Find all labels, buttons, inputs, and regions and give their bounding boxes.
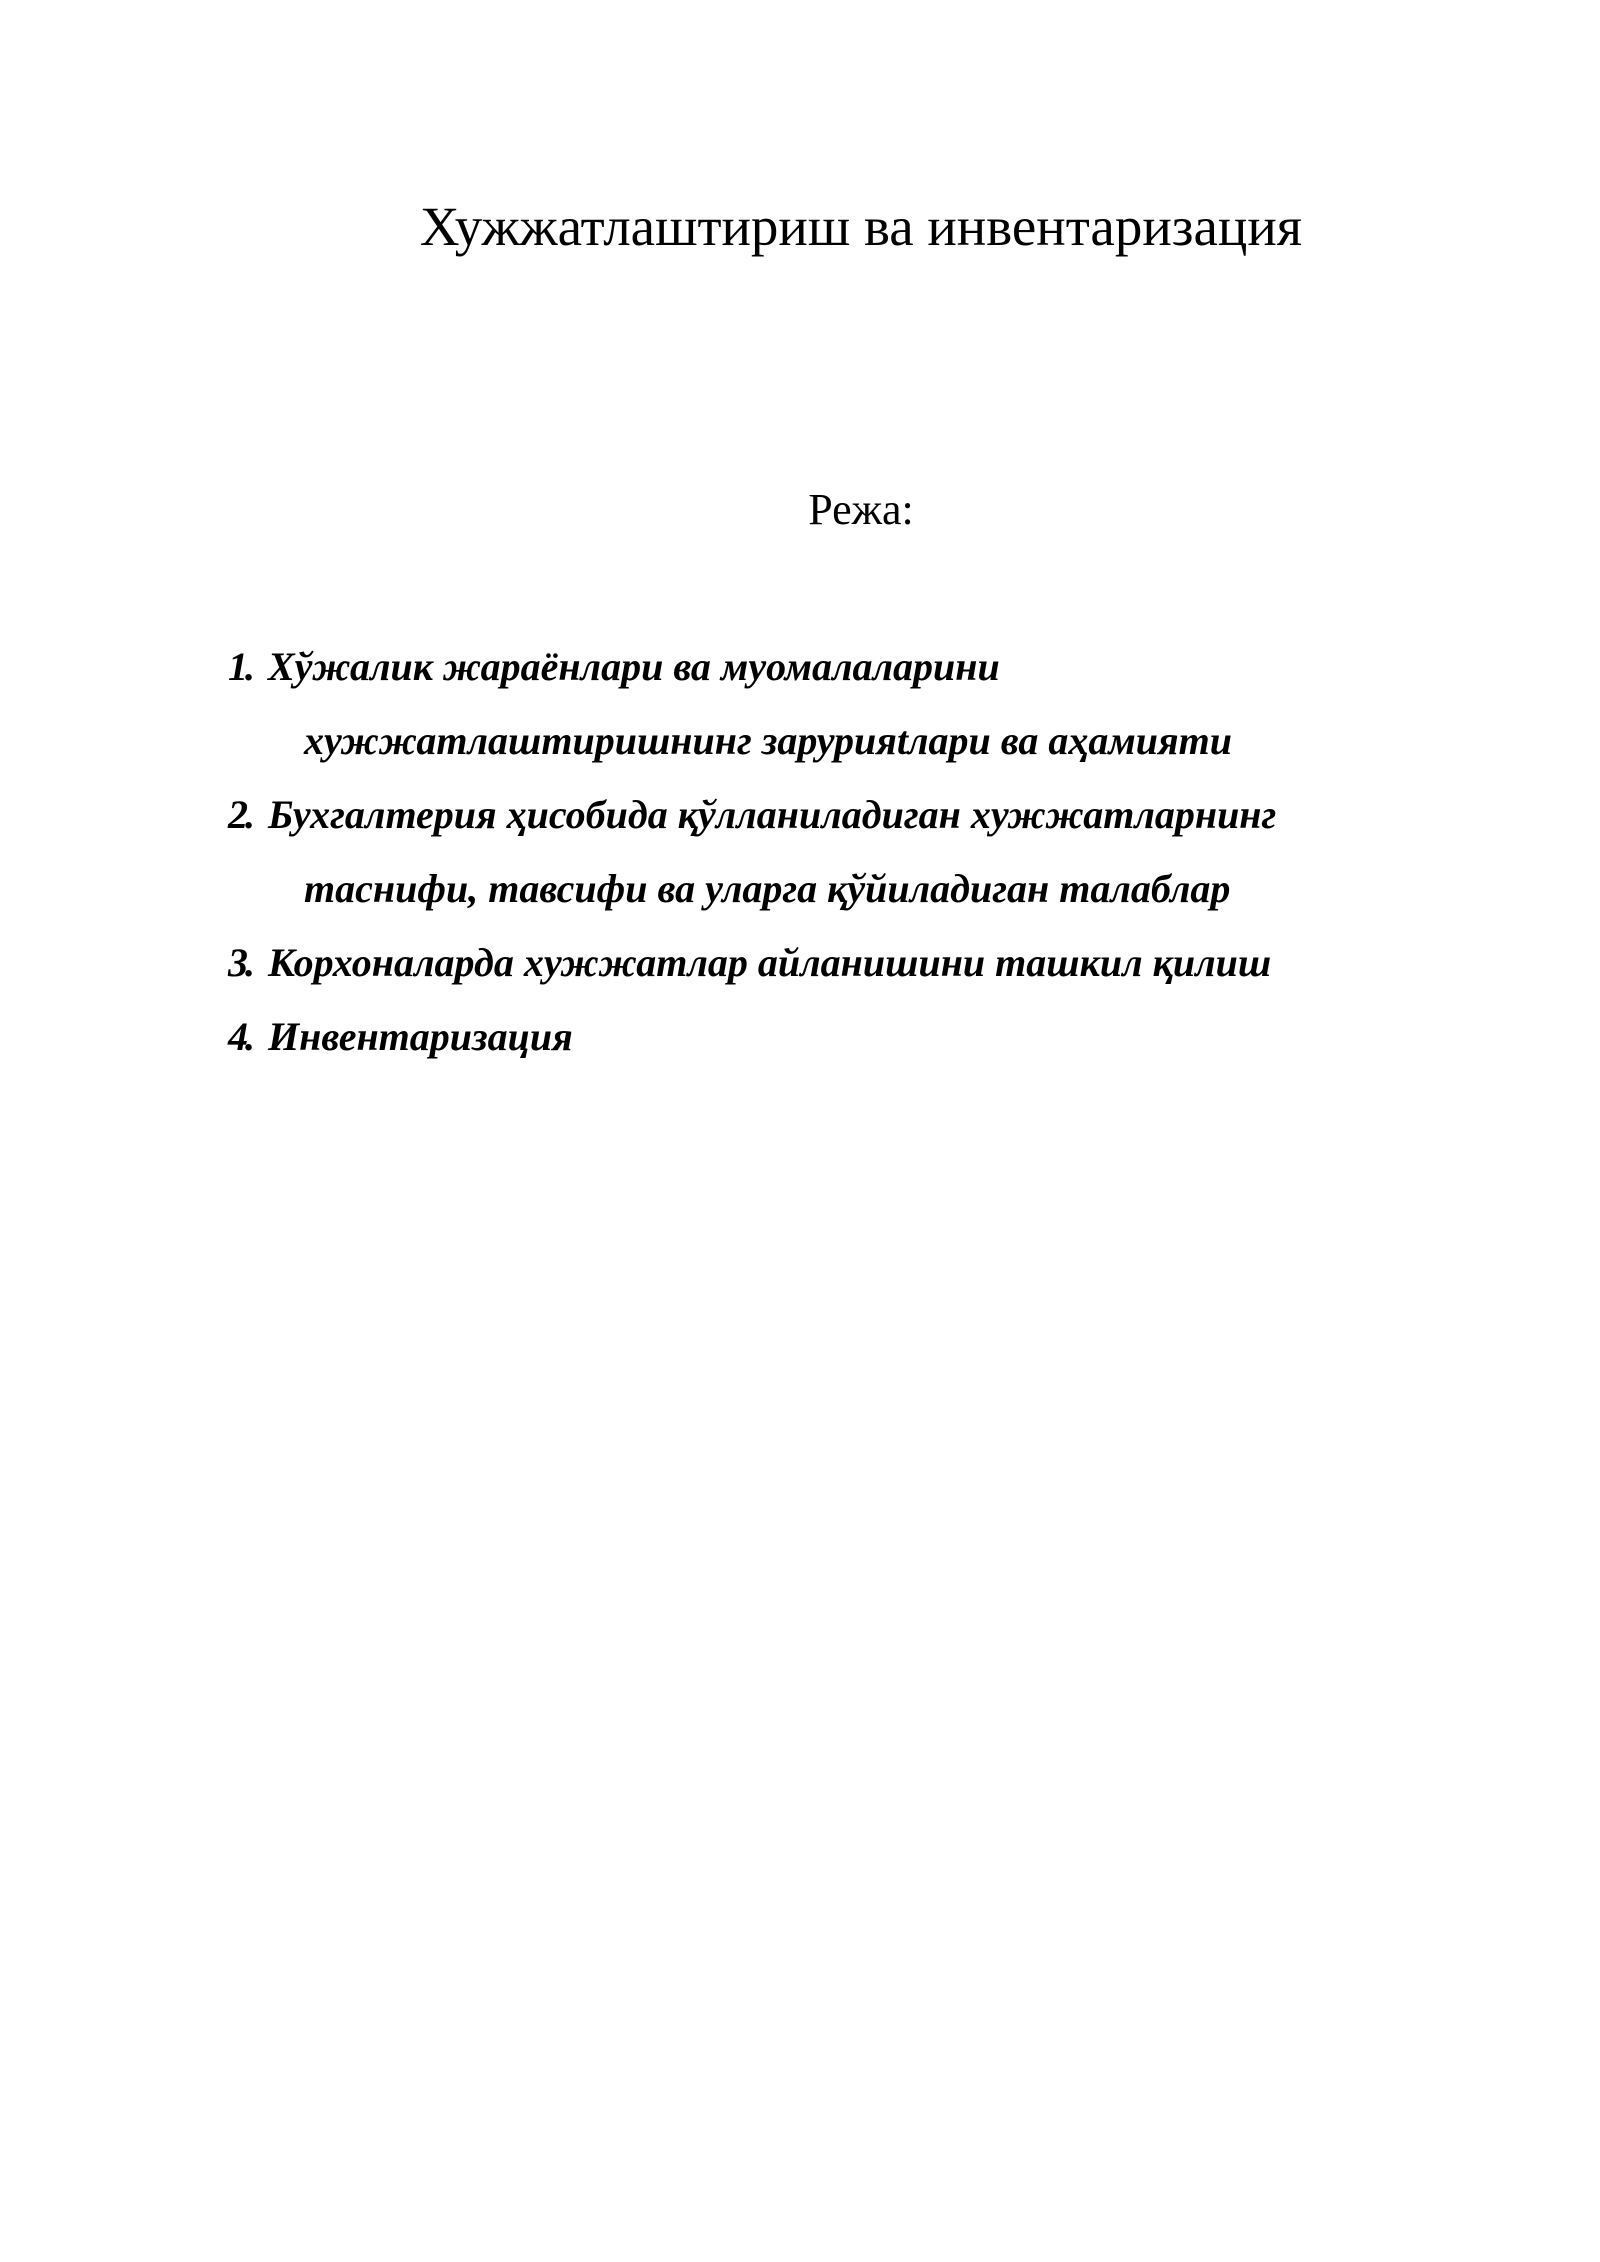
plan-item-number: 3. [228, 940, 252, 985]
plan-list [228, 630, 1408, 1074]
plan-item-text: Инвентаризация [268, 1014, 573, 1059]
plan-item-2 [228, 778, 1408, 926]
plan-item-3 [228, 926, 1408, 1000]
document-title: Хужжатлаштириш ва инвентаризация [419, 195, 1303, 257]
plan-heading: Режа: [808, 485, 914, 534]
plan-item-text-continued: таснифи, тавсифи ва уларга қўйиладиган талаблар [304, 866, 1231, 911]
plan-item-text-continued: хужжатлаштиришнинг зaрурияtлари ва аҳамияти [304, 718, 1232, 763]
plan-item-text: Корхоналарда хужжатлар айланишини ташкил қилиш [268, 940, 1272, 985]
plan-item-1 [228, 630, 1408, 778]
plan-item-4 [228, 1000, 1408, 1074]
plan-item-number: 2. [228, 792, 252, 837]
plan-item-number: 4. [228, 1014, 252, 1059]
plan-item-text: Хўжалик жараёнлари ва муомалаларини [268, 644, 1000, 689]
plan-item-number: 1. [228, 644, 252, 689]
plan-item-text: Бухгалтерия ҳисобида қўлланиладиган хужжатларнинг [268, 792, 1277, 837]
